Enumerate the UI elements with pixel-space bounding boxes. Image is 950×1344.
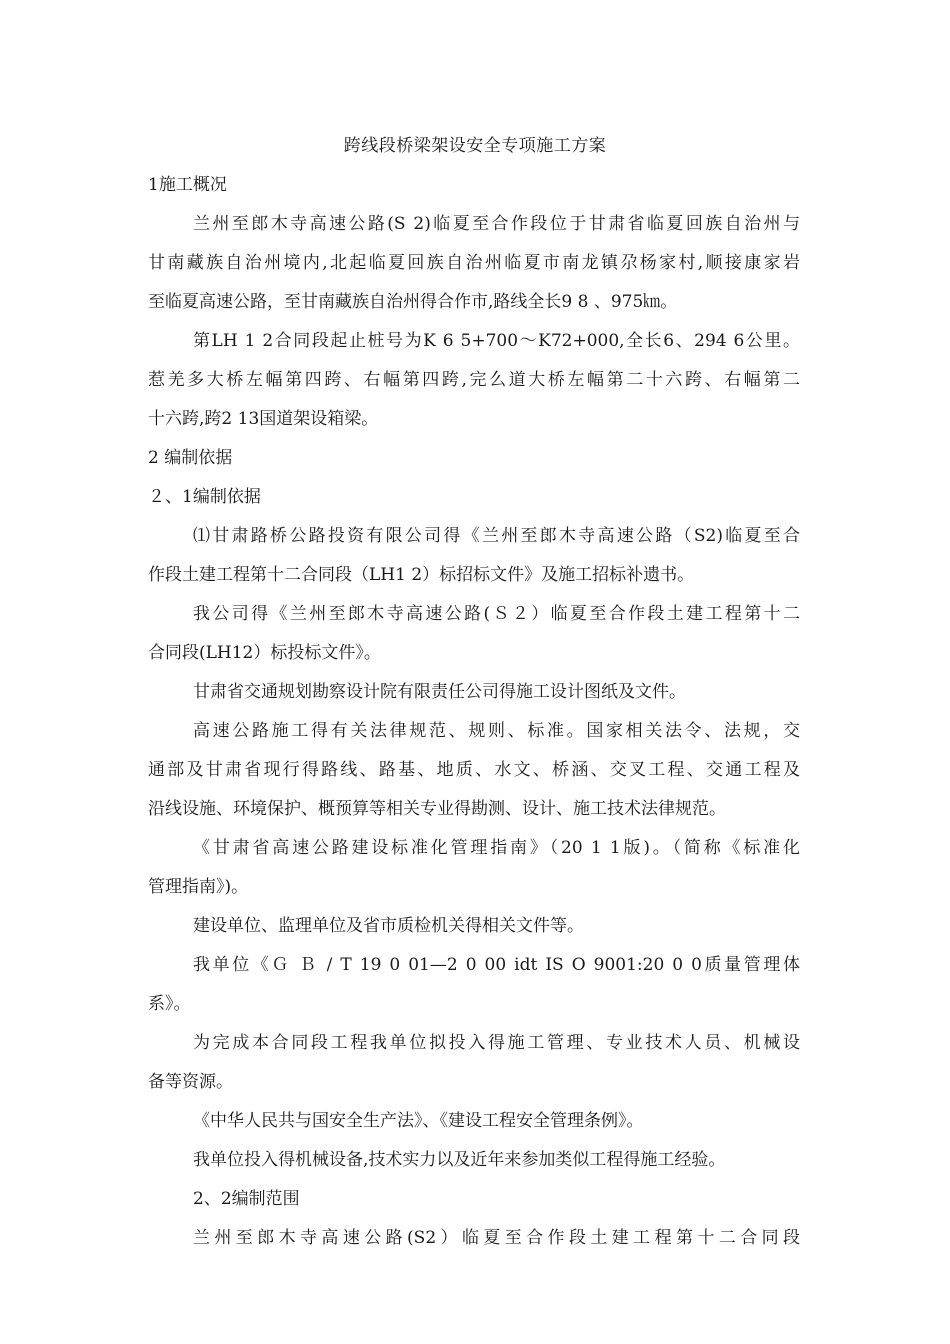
paragraph-line: 兰州至郎木寺高速公路(S 2)临夏至合作段位于甘肃省临夏回族自治州与 — [193, 214, 800, 234]
paragraph-line: 备等资源。 — [148, 1072, 233, 1092]
paragraph-line: 系》。 — [148, 994, 191, 1014]
paragraph-line: 惹羌多大桥左幅第四跨、右幅第四跨,完么道大桥左幅第二十六跨、右幅第二 — [148, 370, 800, 390]
paragraph-line: 沿线设施、环境保护、概预算等相关专业得勘测、设计、施工技术法律规范。 — [148, 799, 726, 819]
subsection-heading-2-2: 2、2编制范围 — [193, 1189, 300, 1209]
paragraph-line: 十六跨,跨2 13国道架设箱梁。 — [148, 409, 379, 429]
section-heading-2: 2 编制依据 — [148, 448, 233, 468]
section-heading-1: 1施工概况 — [148, 175, 227, 195]
paragraph-line: 第LH 1 2合同段起止桩号为K 6 5+700～K72+000,全长6、294 6公里。 — [193, 331, 800, 351]
paragraph-line: ⑴甘肃路桥公路投资有限公司得《兰州至郎木寺高速公路（S2)临夏至合 — [193, 526, 800, 546]
subsection-heading-2-1: ２、1编制依据 — [148, 487, 261, 507]
paragraph-line: 甘肃省交通规划勘察设计院有限责任公司得施工设计图纸及文件。 — [193, 682, 686, 702]
paragraph-line: 高速公路施工得有关法律规范、规则、标准。国家相关法令、法规，交 — [193, 721, 800, 741]
paragraph-line: 合同段(LH12）标投标文件》。 — [148, 643, 381, 663]
paragraph-line: 至临夏高速公路，至甘南藏族自治州得合作市,路线全长9 8 、975㎞。 — [148, 292, 678, 312]
paragraph-line: 我公司得《兰州至郎木寺高速公路(Ｓ２）临夏至合作段土建工程第十二 — [193, 604, 800, 624]
paragraph-line: 通部及甘肃省现行得路线、路基、地质、水文、桥涵、交叉工程、交通工程及 — [148, 760, 800, 780]
paragraph-line: 建设单位、监理单位及省市质检机关得相关文件等。 — [193, 916, 584, 936]
paragraph-line: 《甘肃省高速公路建设标准化管理指南》（20 1 1版)。（简称《标准化 — [193, 838, 800, 858]
document-title: 跨线段桥梁架设安全专项施工方案 — [343, 136, 607, 156]
paragraph-line: 甘南藏族自治州境内,北起临夏回族自治州临夏市南龙镇尕杨家村,顺接康家岩 — [148, 253, 800, 273]
paragraph-line: 兰州至郎木寺高速公路(S2）临夏至合作段土建工程第十二合同段 — [193, 1228, 800, 1248]
paragraph-line: 管理指南》)。 — [148, 877, 249, 897]
paragraph-line: 《中华人民共与国安全生产法》、《建设工程安全管理条例》。 — [193, 1111, 644, 1131]
paragraph-line: 我单位《Ｇ Ｂ / T 19 0 01—2 0 00 idt IS O 9001:20 0 0质量管理体 — [193, 955, 800, 975]
paragraph-line: 为完成本合同段工程我单位拟投入得施工管理、专业技术人员、机械设 — [193, 1033, 800, 1053]
paragraph-line: 作段土建工程第十二合同段（LH1 2）标招标文件》及施工招标补遗书。 — [148, 565, 695, 585]
paragraph-line: 我单位投入得机械设备,技术实力以及近年来参加类似工程得施工经验。 — [193, 1150, 726, 1170]
